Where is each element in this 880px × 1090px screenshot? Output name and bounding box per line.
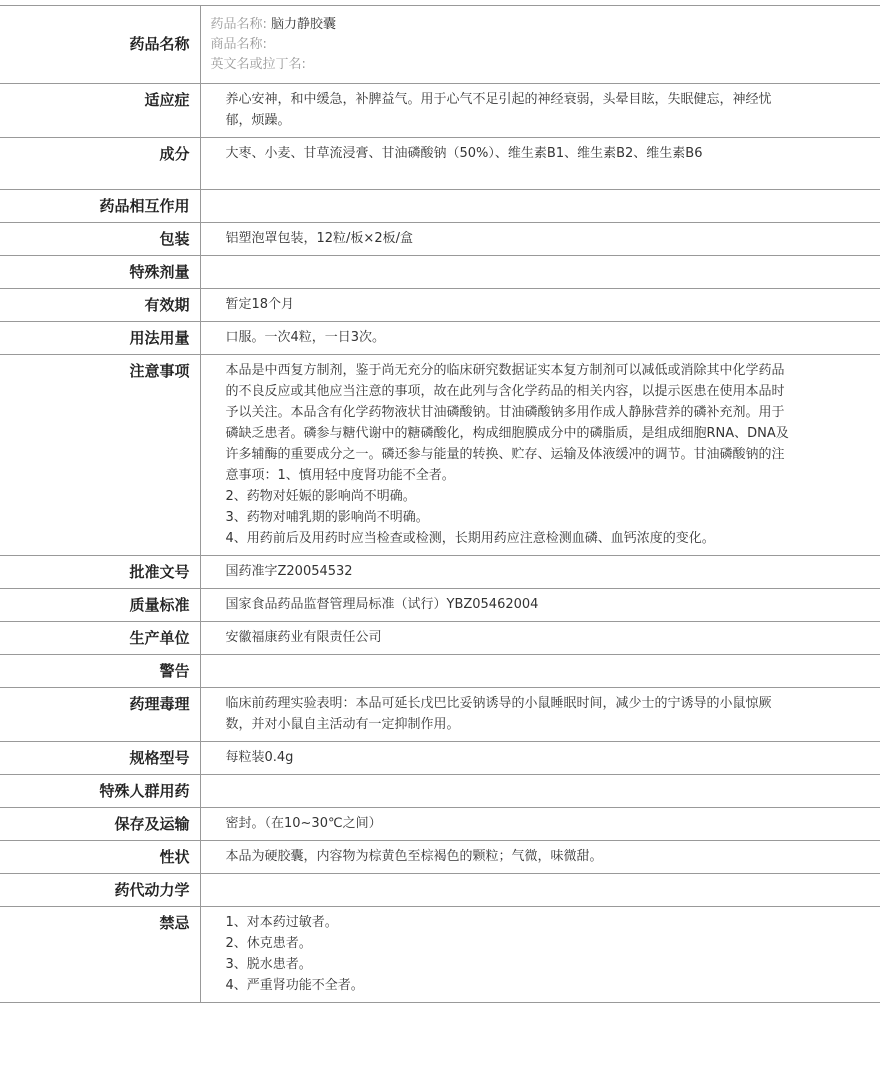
label-pharmacology: 药理毒理: [0, 688, 200, 742]
english-name-line: [211, 55, 871, 75]
value-interactions: [200, 190, 880, 223]
row-spec: [0, 742, 880, 775]
value-pharmacology: 临床前药理实验表明：本品可延长戊巴比妥钠诱导的小鼠睡眠时间，减少士的宁诱导的小鼠惊厥数，并对小鼠自主活动有一定抑制作用。: [225, 696, 772, 732]
value-validity: 暂定18个月: [225, 297, 295, 312]
label-spec: 规格型号: [0, 742, 200, 775]
value-names: [200, 6, 880, 84]
label-precautions: 注意事项: [0, 355, 200, 556]
value-appearance: 本品为硬胶囊，内容物为棕黄色至棕褐色的颗粒；气微，味微甜。: [225, 849, 603, 864]
value-manufacturer: 安徽福康药业有限责任公司: [225, 630, 382, 645]
drug-info-table: [0, 5, 880, 1003]
label-interactions: 药品相互作用: [0, 190, 200, 223]
value-approval: 国药准字Z20054532: [225, 564, 353, 579]
value-contraindications: [200, 907, 880, 1003]
row-contraindications: [0, 907, 880, 1003]
contraindication-item: 1、对本药过敏者。: [225, 915, 338, 930]
row-appearance: [0, 841, 880, 874]
value-special-dosage: [200, 256, 880, 289]
label-warning: 警告: [0, 655, 200, 688]
label-usage: 用法用量: [0, 322, 200, 355]
row-manufacturer: [0, 622, 880, 655]
precautions-paragraph: 本品是中西复方制剂，鉴于尚无充分的临床研究数据证实本复方制剂可以减低或消除其中化学药品的不良反应或其他应当注意的事项，故在此列与含化学药品的相关内容，以提示医患在使用本品时予以关注。本品含有化学药物液状甘油磷酸钠。甘油磷酸钠多用作成人静脉营养的磷补充剂。用于磷缺乏患者。磷参与糖代谢中的糖磷酸化，构成细胞膜成分中的磷脂质，是组成细胞RNA、DNA及许多辅酶的重要成分之一。磷还参与能量的转换、贮存、运输及体液缓冲的调节。甘油磷酸钠的注意事项：1、慎用轻中度肾功能不全者。: [225, 363, 789, 483]
label-ingredients: 成分: [0, 138, 200, 190]
label-validity: 有效期: [0, 289, 200, 322]
label-standard: 质量标准: [0, 589, 200, 622]
value-standard: 国家食品药品监督管理局标准（试行）YBZ05462004: [225, 597, 539, 612]
precautions-item: 2、药物对妊娠的影响尚不明确。: [225, 489, 416, 504]
contraindication-item: 2、休克患者。: [225, 936, 312, 951]
label-pharmacokinetics: 药代动力学: [0, 874, 200, 907]
label-manufacturer: 生产单位: [0, 622, 200, 655]
label-contraindications: 禁忌: [0, 907, 200, 1003]
row-warning: [0, 655, 880, 688]
row-packaging: [0, 223, 880, 256]
row-pharmacology: [0, 688, 880, 742]
value-pharmacokinetics: [200, 874, 880, 907]
row-precautions: [0, 355, 880, 556]
row-validity: [0, 289, 880, 322]
row-name: [0, 6, 880, 84]
value-warning: [200, 655, 880, 688]
row-pharmacokinetics: [0, 874, 880, 907]
value-special-groups: [200, 775, 880, 808]
trade-name-line: [211, 35, 871, 55]
row-special-dosage: [0, 256, 880, 289]
row-standard: [0, 589, 880, 622]
generic-name-line: [211, 15, 871, 35]
value-packaging: 铝塑泡罩包装，12粒/板×2板/盒: [225, 231, 413, 246]
label-approval: 批准文号: [0, 556, 200, 589]
value-usage: 口服。一次4粒，一日3次。: [225, 330, 386, 345]
label-name: 药品名称: [0, 6, 200, 84]
row-approval: [0, 556, 880, 589]
label-appearance: 性状: [0, 841, 200, 874]
row-special-groups: [0, 775, 880, 808]
precautions-item: 4、用药前后及用药时应当检查或检测，长期用药应注意检测血磷、血钙浓度的变化。: [225, 531, 715, 546]
precautions-item: 3、药物对哺乳期的影响尚不明确。: [225, 510, 429, 525]
value-ingredients: 大枣、小麦、甘草流浸膏、甘油磷酸钠（50%）、维生素B1、维生素B2、维生素B6: [225, 146, 703, 161]
generic-name-value: 脑力静胶囊: [271, 17, 337, 32]
english-name-label: 英文名或拉丁名:: [210, 57, 306, 72]
value-storage: 密封。（在10~30℃之间）: [225, 816, 382, 831]
row-indications: [0, 84, 880, 138]
label-indications: 适应症: [0, 84, 200, 138]
label-packaging: 包装: [0, 223, 200, 256]
row-usage: [0, 322, 880, 355]
row-ingredients: [0, 138, 880, 190]
value-indications: 养心安神，和中缓急，补脾益气。用于心气不足引起的神经衰弱，头晕目眩，失眠健忘，神经忧郁，烦躁。: [225, 92, 772, 128]
label-special-groups: 特殊人群用药: [0, 775, 200, 808]
generic-name-label: 药品名称:: [210, 17, 267, 32]
value-precautions: [200, 355, 880, 556]
value-spec: 每粒装0.4g: [225, 750, 294, 765]
trade-name-label: 商品名称:: [210, 37, 267, 52]
row-storage: [0, 808, 880, 841]
label-storage: 保存及运输: [0, 808, 200, 841]
contraindication-item: 3、脱水患者。: [225, 957, 312, 972]
row-interactions: [0, 190, 880, 223]
label-special-dosage: 特殊剂量: [0, 256, 200, 289]
contraindication-item: 4、严重肾功能不全者。: [225, 978, 364, 993]
